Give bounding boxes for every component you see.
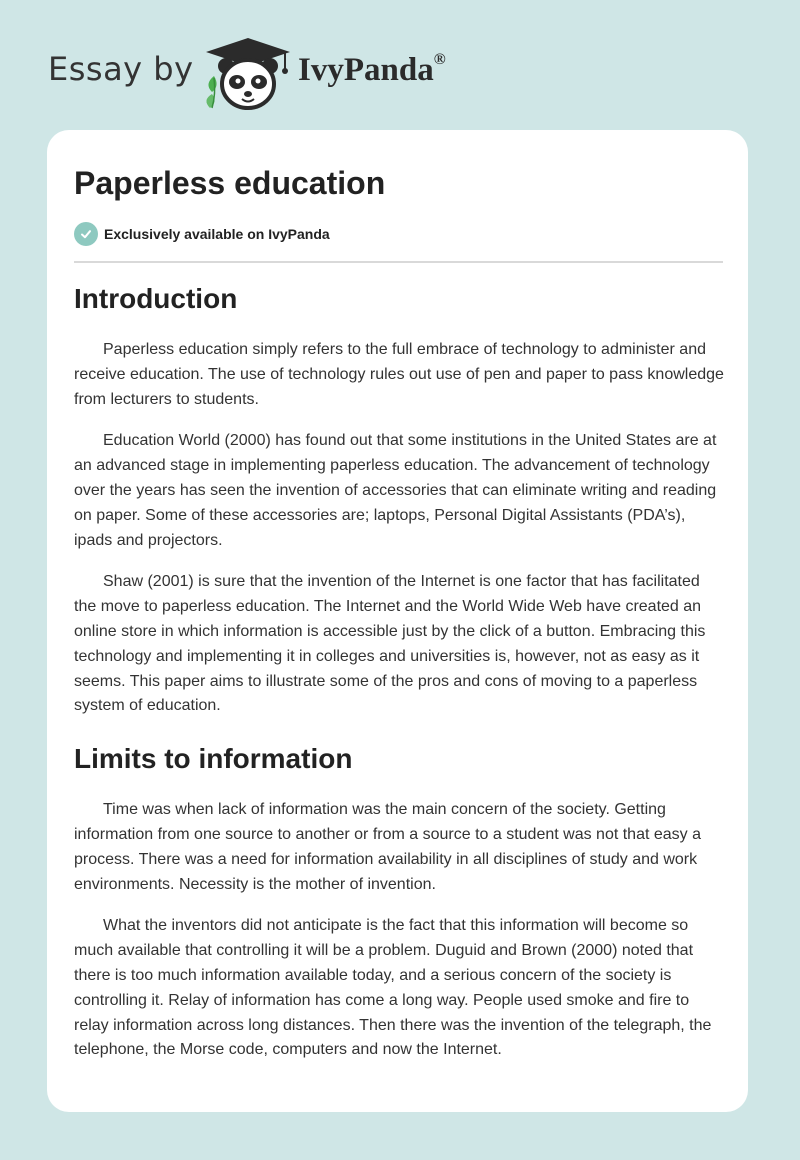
paragraph: Education World (2000) has found out that some institutions in the United States are at an advanced stage in implementing paperless education. The advancement of technology over the years has seen the invention of accessories that can eliminate writing and reading on paper. Some of these accessories are; laptops, Personal Digital Assistants (PDA’s), ipads and projectors. <box>74 432 717 549</box>
paragraph: Paperless education simply refers to the full embrace of technology to administer and receive education. The use of technology rules out use of pen and paper to pass knowledge from lecturers to students. <box>74 341 724 408</box>
site-header <box>0 0 800 130</box>
divider <box>74 261 723 263</box>
paragraph: What the inventors did not anticipate is the fact that this information will become so much available that controlling it will be a problem. Duguid and Brown (2000) noted that there is too much information available today, and a serious concern of the society is controlling it. Relay of information has come a long way. People used smoke and fire to relay information across long distances. Then there was the invention of the telegraph, the telephone, the Morse code, computers and now the Internet. <box>74 917 712 1059</box>
paragraph: Shaw (2001) is sure that the invention of the Internet is one factor that has facilitated the move to paperless education. The Internet and the World Wide Web have created an online store in which information is accessible just by the click of a button. Embracing this technology and implementing it in colleges and universities is, however, not as easy as it seems. This paper aims to illustrate some of the pros and cons of moving to a paperless system of education. <box>74 573 706 715</box>
section-heading: Limits to information <box>74 743 353 775</box>
checkmark-icon <box>74 222 98 246</box>
section-introduction <box>74 282 724 719</box>
essay-by-label: Essay by <box>48 50 194 88</box>
exclusive-badge <box>74 222 330 246</box>
registered-mark: ® <box>433 51 446 68</box>
section-limits-to-information <box>74 742 724 1063</box>
essay-card <box>47 130 748 1112</box>
badge-text: Exclusively available on IvyPanda <box>104 226 330 242</box>
page-title: Paperless education <box>74 165 386 201</box>
brand-name[interactable] <box>298 52 446 89</box>
ivypanda-logo-icon[interactable] <box>200 36 296 112</box>
brand-text: IvyPanda <box>298 52 434 88</box>
section-heading: Introduction <box>74 283 238 314</box>
paragraph: Time was when lack of information was the main concern of the society. Getting information from one source to another or from a source to a student was not that easy a process. There was a need for information availability in all disciplines of study and work environments. Necessity is the mother of invention. <box>74 801 701 893</box>
essay-body <box>74 282 724 1080</box>
